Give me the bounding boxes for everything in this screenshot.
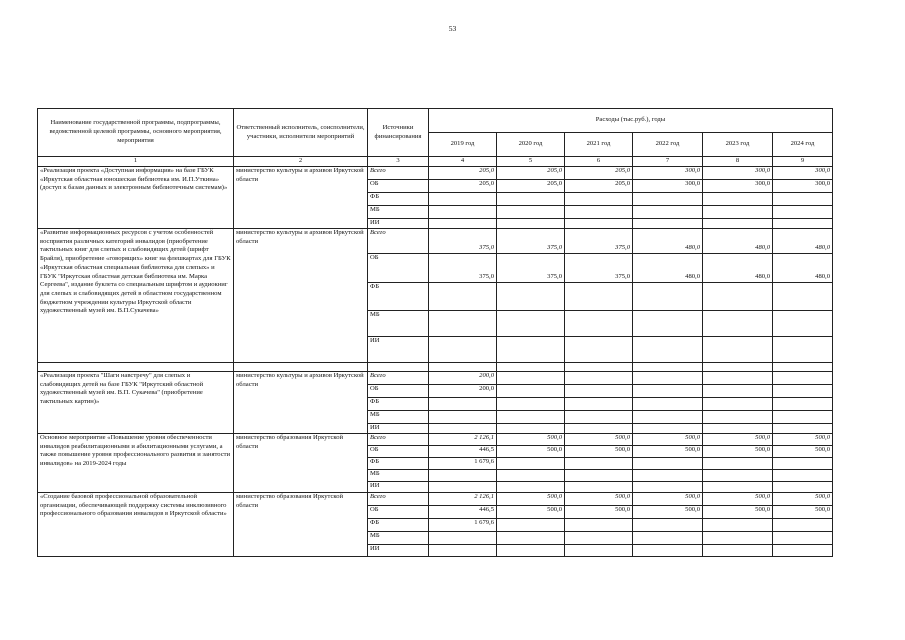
table-row (38, 229, 833, 254)
spacer-cell (703, 363, 773, 372)
responsible-cell: министерство культуры и архивов Иркутской области (234, 167, 368, 229)
source-cell: МБ (368, 206, 429, 219)
amount-cell (773, 470, 833, 482)
amount-cell (633, 372, 703, 385)
table-row (38, 167, 833, 180)
amount-cell (497, 424, 565, 434)
amount-cell (497, 411, 565, 424)
amount-cell (565, 372, 633, 385)
amount-cell (429, 283, 497, 311)
amount-cell (565, 311, 633, 337)
amount-cell: 1 679,6 (429, 519, 497, 532)
amount-cell: 375,0 (497, 229, 565, 254)
amount-cell (565, 385, 633, 398)
amount-cell (565, 470, 633, 482)
amount-cell (633, 193, 703, 206)
source-cell: ИИ (368, 337, 429, 363)
amount-cell (703, 545, 773, 557)
amount-cell (773, 458, 833, 470)
amount-cell (703, 470, 773, 482)
amount-cell (773, 337, 833, 363)
source-cell: Всего (368, 229, 429, 254)
header-name: Наименование государственной программы, подпрограммы, ведомственной целевой программы, основного мероприятия, мероприятия (38, 109, 234, 157)
amount-cell: 1 679,6 (429, 458, 497, 470)
amount-cell: 480,0 (703, 229, 773, 254)
amount-cell: 205,0 (429, 180, 497, 193)
column-number: 4 (429, 157, 497, 167)
amount-cell (565, 398, 633, 411)
amount-cell (565, 219, 633, 229)
amount-cell: 500,0 (633, 446, 703, 458)
amount-cell (429, 470, 497, 482)
spacer-cell (234, 363, 368, 372)
amount-cell (429, 193, 497, 206)
source-cell: ФБ (368, 458, 429, 470)
amount-cell (429, 219, 497, 229)
amount-cell (565, 545, 633, 557)
amount-cell (773, 372, 833, 385)
amount-cell (565, 532, 633, 545)
source-cell: МБ (368, 532, 429, 545)
amount-cell (429, 532, 497, 545)
program-name-cell: Основное мероприятие «Повышение уровня обеспеченности инвалидов реабилитационными и абилитационными услугами, а также повышение уровня профессионального развития и занятости инвалидов» на 2019-2024 годы (38, 434, 234, 493)
amount-cell: 205,0 (497, 167, 565, 180)
amount-cell (703, 424, 773, 434)
amount-cell: 446,5 (429, 446, 497, 458)
column-number: 6 (565, 157, 633, 167)
amount-cell (633, 482, 703, 493)
amount-cell: 500,0 (633, 506, 703, 519)
amount-cell (633, 398, 703, 411)
amount-cell (703, 385, 773, 398)
amount-cell: 500,0 (773, 446, 833, 458)
amount-cell: 500,0 (497, 506, 565, 519)
amount-cell (633, 385, 703, 398)
amount-cell (773, 424, 833, 434)
amount-cell (773, 398, 833, 411)
amount-cell (703, 206, 773, 219)
amount-cell: 205,0 (565, 180, 633, 193)
amount-cell: 500,0 (565, 434, 633, 446)
source-cell: ФБ (368, 519, 429, 532)
amount-cell (703, 519, 773, 532)
amount-cell (773, 219, 833, 229)
amount-cell (703, 532, 773, 545)
column-number: 5 (497, 157, 565, 167)
amount-cell: 500,0 (773, 434, 833, 446)
amount-cell: 375,0 (565, 229, 633, 254)
amount-cell: 375,0 (565, 254, 633, 283)
spacer-cell (38, 363, 234, 372)
amount-cell: 480,0 (633, 229, 703, 254)
amount-cell (773, 411, 833, 424)
amount-cell: 480,0 (703, 254, 773, 283)
amount-cell (773, 283, 833, 311)
header-expenses: Расходы (тыс.руб.), годы (429, 109, 833, 133)
responsible-cell: министерство культуры и архивов Иркутской области (234, 372, 368, 434)
source-cell: ФБ (368, 193, 429, 206)
spacer-cell (633, 363, 703, 372)
amount-cell (703, 398, 773, 411)
amount-cell (703, 311, 773, 337)
amount-cell: 500,0 (565, 506, 633, 519)
source-cell: ОБ (368, 180, 429, 193)
amount-cell (773, 193, 833, 206)
source-cell: ФБ (368, 283, 429, 311)
amount-cell (429, 424, 497, 434)
source-cell: ОБ (368, 506, 429, 519)
amount-cell (497, 458, 565, 470)
amount-cell (429, 398, 497, 411)
amount-cell (633, 219, 703, 229)
source-cell: МБ (368, 470, 429, 482)
amount-cell (497, 311, 565, 337)
spacer-cell (565, 363, 633, 372)
amount-cell: 205,0 (497, 180, 565, 193)
program-name-cell: «Создание базовой профессиональной образовательной организации, обеспечивающей поддержку системы инклюзивного профессионального образования инвалидов в Иркутской области» (38, 493, 234, 557)
amount-cell (633, 545, 703, 557)
amount-cell (633, 458, 703, 470)
amount-cell (497, 470, 565, 482)
header-responsible: Ответственный исполнитель, соисполнители, участники, исполнители мероприятий (234, 109, 368, 157)
responsible-cell: министерство культуры и архивов Иркутской области (234, 229, 368, 363)
amount-cell (497, 219, 565, 229)
amount-cell: 500,0 (497, 434, 565, 446)
amount-cell: 300,0 (703, 167, 773, 180)
program-name-cell: «Развитие информационных ресурсов с учетом особенностей восприятия различных категорий инвалидов (приобретение тактильных книг для слепых и слабовидящих детей (шрифт Брайля), приобретение «говорящих» книг на флешкартах для ГБУК «Иркутская областная специальная библиотека для слепых» и ГБУК "Иркутская областная детская библиотека им. Марка Сергеева", издание буклета со специальным шрифтом и аудиокниг для слепых и слабовидящих детей в областном государственном бюджетном учреждении культуры Иркутской области художественный музей им. В.П.Сукачева» (38, 229, 234, 363)
amount-cell: 500,0 (565, 446, 633, 458)
amount-cell (497, 482, 565, 493)
amount-cell (429, 411, 497, 424)
amount-cell (497, 532, 565, 545)
amount-cell (773, 311, 833, 337)
amount-cell: 300,0 (773, 167, 833, 180)
column-number: 7 (633, 157, 703, 167)
amount-cell: 500,0 (773, 506, 833, 519)
header-sources: Источники финансирования (368, 109, 429, 157)
amount-cell (773, 206, 833, 219)
amount-cell (633, 283, 703, 311)
amount-cell (703, 372, 773, 385)
amount-cell (497, 385, 565, 398)
column-number: 9 (773, 157, 833, 167)
column-number: 2 (234, 157, 368, 167)
amount-cell (633, 411, 703, 424)
spacer-row (38, 363, 833, 372)
amount-cell (497, 545, 565, 557)
column-number: 8 (703, 157, 773, 167)
amount-cell (497, 283, 565, 311)
amount-cell: 300,0 (633, 167, 703, 180)
amount-cell: 200,0 (429, 372, 497, 385)
spacer-cell (368, 363, 429, 372)
amount-cell (429, 337, 497, 363)
amount-cell (565, 519, 633, 532)
amount-cell (633, 532, 703, 545)
amount-cell (633, 424, 703, 434)
table-body (38, 167, 833, 557)
spacer-cell (773, 363, 833, 372)
amount-cell (773, 385, 833, 398)
source-cell: ФБ (368, 398, 429, 411)
amount-cell (633, 470, 703, 482)
amount-cell: 500,0 (703, 446, 773, 458)
amount-cell (703, 458, 773, 470)
header-year: 2023 год (703, 133, 773, 157)
amount-cell (497, 372, 565, 385)
amount-cell: 200,0 (429, 385, 497, 398)
responsible-cell: министерство образования Иркутской области (234, 434, 368, 493)
header-year: 2019 год (429, 133, 497, 157)
amount-cell: 375,0 (429, 229, 497, 254)
amount-cell (773, 482, 833, 493)
amount-cell: 2 126,1 (429, 434, 497, 446)
amount-cell: 2 126,1 (429, 493, 497, 506)
responsible-cell: министерство образования Иркутской области (234, 493, 368, 557)
amount-cell (703, 411, 773, 424)
page-number: 53 (448, 24, 457, 33)
source-cell: Всего (368, 167, 429, 180)
amount-cell (703, 219, 773, 229)
column-number: 3 (368, 157, 429, 167)
amount-cell (633, 337, 703, 363)
amount-cell (633, 206, 703, 219)
header-year: 2020 год (497, 133, 565, 157)
source-cell: МБ (368, 311, 429, 337)
amount-cell (497, 206, 565, 219)
amount-cell: 500,0 (703, 493, 773, 506)
table-row (38, 434, 833, 446)
amount-cell (497, 193, 565, 206)
amount-cell (565, 193, 633, 206)
column-number: 1 (38, 157, 234, 167)
source-cell: ИИ (368, 219, 429, 229)
source-cell: МБ (368, 411, 429, 424)
amount-cell (429, 206, 497, 219)
amount-cell: 480,0 (633, 254, 703, 283)
amount-cell: 500,0 (773, 493, 833, 506)
amount-cell: 300,0 (773, 180, 833, 193)
amount-cell: 500,0 (703, 434, 773, 446)
amount-cell (633, 519, 703, 532)
source-cell: ОБ (368, 446, 429, 458)
amount-cell (703, 193, 773, 206)
table-row (38, 372, 833, 385)
amount-cell: 375,0 (429, 254, 497, 283)
amount-cell (565, 424, 633, 434)
amount-cell (703, 283, 773, 311)
amount-cell (565, 411, 633, 424)
amount-cell (429, 311, 497, 337)
amount-cell (773, 519, 833, 532)
spacer-cell (429, 363, 497, 372)
amount-cell: 300,0 (633, 180, 703, 193)
amount-cell (565, 206, 633, 219)
amount-cell: 480,0 (773, 229, 833, 254)
header-year: 2022 год (633, 133, 703, 157)
amount-cell: 300,0 (703, 180, 773, 193)
amount-cell (773, 545, 833, 557)
amount-cell: 500,0 (703, 506, 773, 519)
amount-cell (429, 482, 497, 493)
spacer-cell (497, 363, 565, 372)
amount-cell (703, 482, 773, 493)
program-name-cell: «Реализация проекта «Доступная информация» на базе ГБУК «Иркутская областная юношеская библиотека им. И.П.Уткина» (доступ к базам данных и электронным библиотечным системам)» (38, 167, 234, 229)
amount-cell (773, 532, 833, 545)
amount-cell (565, 482, 633, 493)
amount-cell: 375,0 (497, 254, 565, 283)
amount-cell: 500,0 (565, 493, 633, 506)
source-cell: Всего (368, 372, 429, 385)
header-year: 2021 год (565, 133, 633, 157)
amount-cell: 480,0 (773, 254, 833, 283)
header-year: 2024 год (773, 133, 833, 157)
program-name-cell: «Реализация проекта "Шаги навстречу" для слепых и слабовидящих детей на базе ГБУК "Иркутский областной художественный музей им. В.П. Сукачева" (приобретение тактильных картин)» (38, 372, 234, 434)
amount-cell (429, 545, 497, 557)
amount-cell (497, 519, 565, 532)
amount-cell: 446,5 (429, 506, 497, 519)
amount-cell: 500,0 (497, 493, 565, 506)
amount-cell (565, 337, 633, 363)
amount-cell (565, 458, 633, 470)
expenses-table (37, 108, 833, 557)
source-cell: ИИ (368, 424, 429, 434)
source-cell: ИИ (368, 545, 429, 557)
amount-cell: 205,0 (429, 167, 497, 180)
amount-cell (703, 337, 773, 363)
amount-cell: 500,0 (633, 434, 703, 446)
column-number-row (38, 157, 833, 167)
amount-cell: 500,0 (633, 493, 703, 506)
amount-cell (565, 283, 633, 311)
amount-cell: 205,0 (565, 167, 633, 180)
source-cell: ОБ (368, 254, 429, 283)
source-cell: Всего (368, 434, 429, 446)
table-row (38, 493, 833, 506)
source-cell: ИИ (368, 482, 429, 493)
amount-cell (497, 398, 565, 411)
source-cell: Всего (368, 493, 429, 506)
source-cell: ОБ (368, 385, 429, 398)
amount-cell (633, 311, 703, 337)
amount-cell (497, 337, 565, 363)
amount-cell: 500,0 (497, 446, 565, 458)
